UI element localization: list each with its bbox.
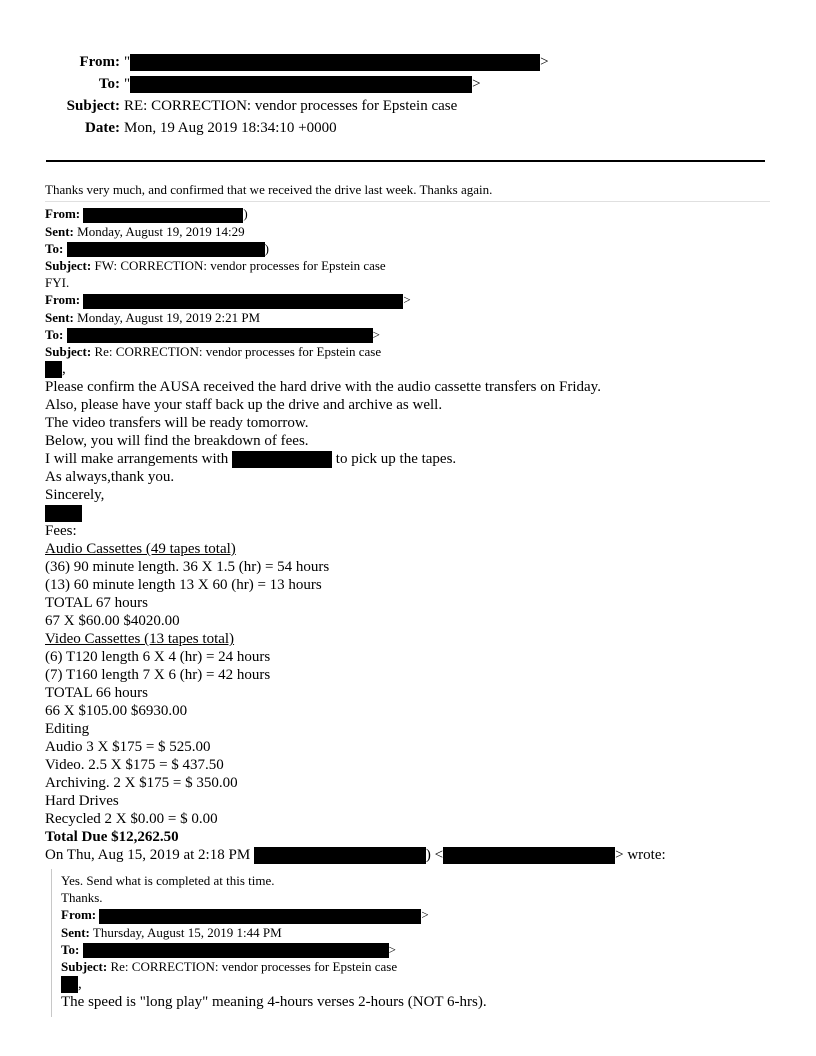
signature [45, 504, 775, 522]
quote-sent: Sent: Thursday, August 15, 2019 1:44 PM [61, 924, 282, 940]
redaction-bar [443, 847, 615, 864]
fee-line: Archiving. 2 X $175 = $ 350.00 [45, 775, 238, 792]
header-date-row [0, 119, 816, 141]
header-subject-row [0, 97, 816, 119]
orig-from: From: > [45, 292, 411, 308]
fee-line: (13) 60 minute length 13 X 60 (hr) = 13 hours [45, 577, 322, 594]
body-line: Also, please have your staff back up the drive and archive as well. [45, 397, 443, 414]
header-from-row: From: " > [79, 54, 549, 70]
body-line: Please confirm the AUSA received the hard drive with the audio cassette transfers on Friday. [45, 379, 601, 396]
signoff: Sincerely, [45, 487, 105, 504]
fee-line: Video. 2.5 X $175 = $ 437.50 [45, 757, 224, 774]
redaction-bar [61, 976, 78, 993]
message-body [45, 182, 775, 1017]
orig-to: To: > [45, 326, 380, 342]
fw-subject: Subject: FW: CORRECTION: vendor processes for Epstein case [45, 258, 386, 274]
redaction-bar [67, 242, 265, 257]
redaction-bar [99, 909, 421, 924]
header-subject: RE: CORRECTION: vendor processes for Epstein case [124, 98, 458, 114]
quote-speed-line: The speed is "long play" meaning 4-hours verses 2-hours (NOT 6-hrs). [61, 994, 487, 1011]
header-subject-label: Subject: [66, 98, 120, 114]
email-header [0, 53, 816, 141]
fw-to: To: ) [45, 240, 269, 256]
quote-from: From: > [61, 907, 429, 923]
thanks-line: As always,thank you. [45, 469, 175, 486]
redaction-bar [45, 505, 82, 522]
quote-line: Yes. Send what is completed at this time. [61, 873, 275, 889]
fee-line: (7) T160 length 7 X 6 (hr) = 42 hours [45, 667, 271, 684]
video-heading: Video Cassettes (13 tapes total) [45, 631, 235, 648]
fee-line: Hard Drives [45, 793, 119, 810]
fee-line: TOTAL 67 hours [45, 595, 148, 612]
total-due: Total Due $12,262.50 [45, 829, 179, 846]
redaction-bar [232, 451, 332, 468]
wrote-line: On Thu, Aug 15, 2019 at 2:18 PM ) < > wrote: [45, 847, 666, 864]
redaction-bar [130, 54, 540, 71]
quote-greeting: , [61, 975, 775, 993]
header-to-row: To: " > [98, 76, 481, 92]
header-to-label: To: [98, 76, 120, 92]
greeting: , [45, 360, 775, 378]
redaction-bar [83, 943, 389, 958]
arrangements-line: I will make arrangements with to pick up the tapes. [45, 451, 457, 468]
redaction-bar [83, 208, 243, 223]
orig-sent: Sent: Monday, August 19, 2019 2:21 PM [45, 309, 261, 325]
fee-line: Recycled 2 X $0.00 = $ 0.00 [45, 811, 218, 828]
fw-note: FYI. [45, 275, 70, 291]
fee-line: (6) T120 length 6 X 4 (hr) = 24 hours [45, 649, 271, 666]
quote-line: Thanks. [61, 890, 103, 906]
header-divider [46, 160, 765, 162]
redaction-bar [83, 294, 403, 309]
fee-line: (36) 90 minute length. 36 X 1.5 (hr) = 54 hours [45, 559, 330, 576]
fw-sent: Sent: Monday, August 19, 2019 14:29 [45, 223, 245, 239]
fee-line: Editing [45, 721, 90, 738]
fees-title: Fees: [45, 523, 77, 540]
fee-line: 67 X $60.00 $4020.00 [45, 613, 180, 630]
redaction-bar [254, 847, 426, 864]
body-line: The video transfers will be ready tomorrow. [45, 415, 309, 432]
header-from-label: From: [79, 54, 120, 70]
audio-heading: Audio Cassettes (49 tapes total) [45, 541, 236, 558]
header-date: Mon, 19 Aug 2019 18:34:10 +0000 [124, 120, 337, 136]
orig-subject: Subject: Re: CORRECTION: vendor processes for Epstein case [45, 344, 382, 360]
body-line: Below, you will find the breakdown of fees. [45, 433, 309, 450]
redaction-bar [67, 328, 373, 343]
fee-line: 66 X $105.00 $6930.00 [45, 703, 188, 720]
fee-line: TOTAL 66 hours [45, 685, 148, 702]
fw-from: From: ) [45, 206, 248, 221]
redaction-bar [130, 76, 472, 93]
quoted-message [51, 869, 775, 1017]
redaction-bar [45, 361, 62, 378]
header-date-label: Date: [85, 120, 120, 136]
quote-subject: Subject: Re: CORRECTION: vendor processes for Epstein case [61, 959, 398, 975]
fee-line: Audio 3 X $175 = $ 525.00 [45, 739, 211, 756]
quote-to: To: > [61, 941, 396, 957]
reply-text: Thanks very much, and confirmed that we received the drive last week. Thanks again. [45, 182, 770, 202]
